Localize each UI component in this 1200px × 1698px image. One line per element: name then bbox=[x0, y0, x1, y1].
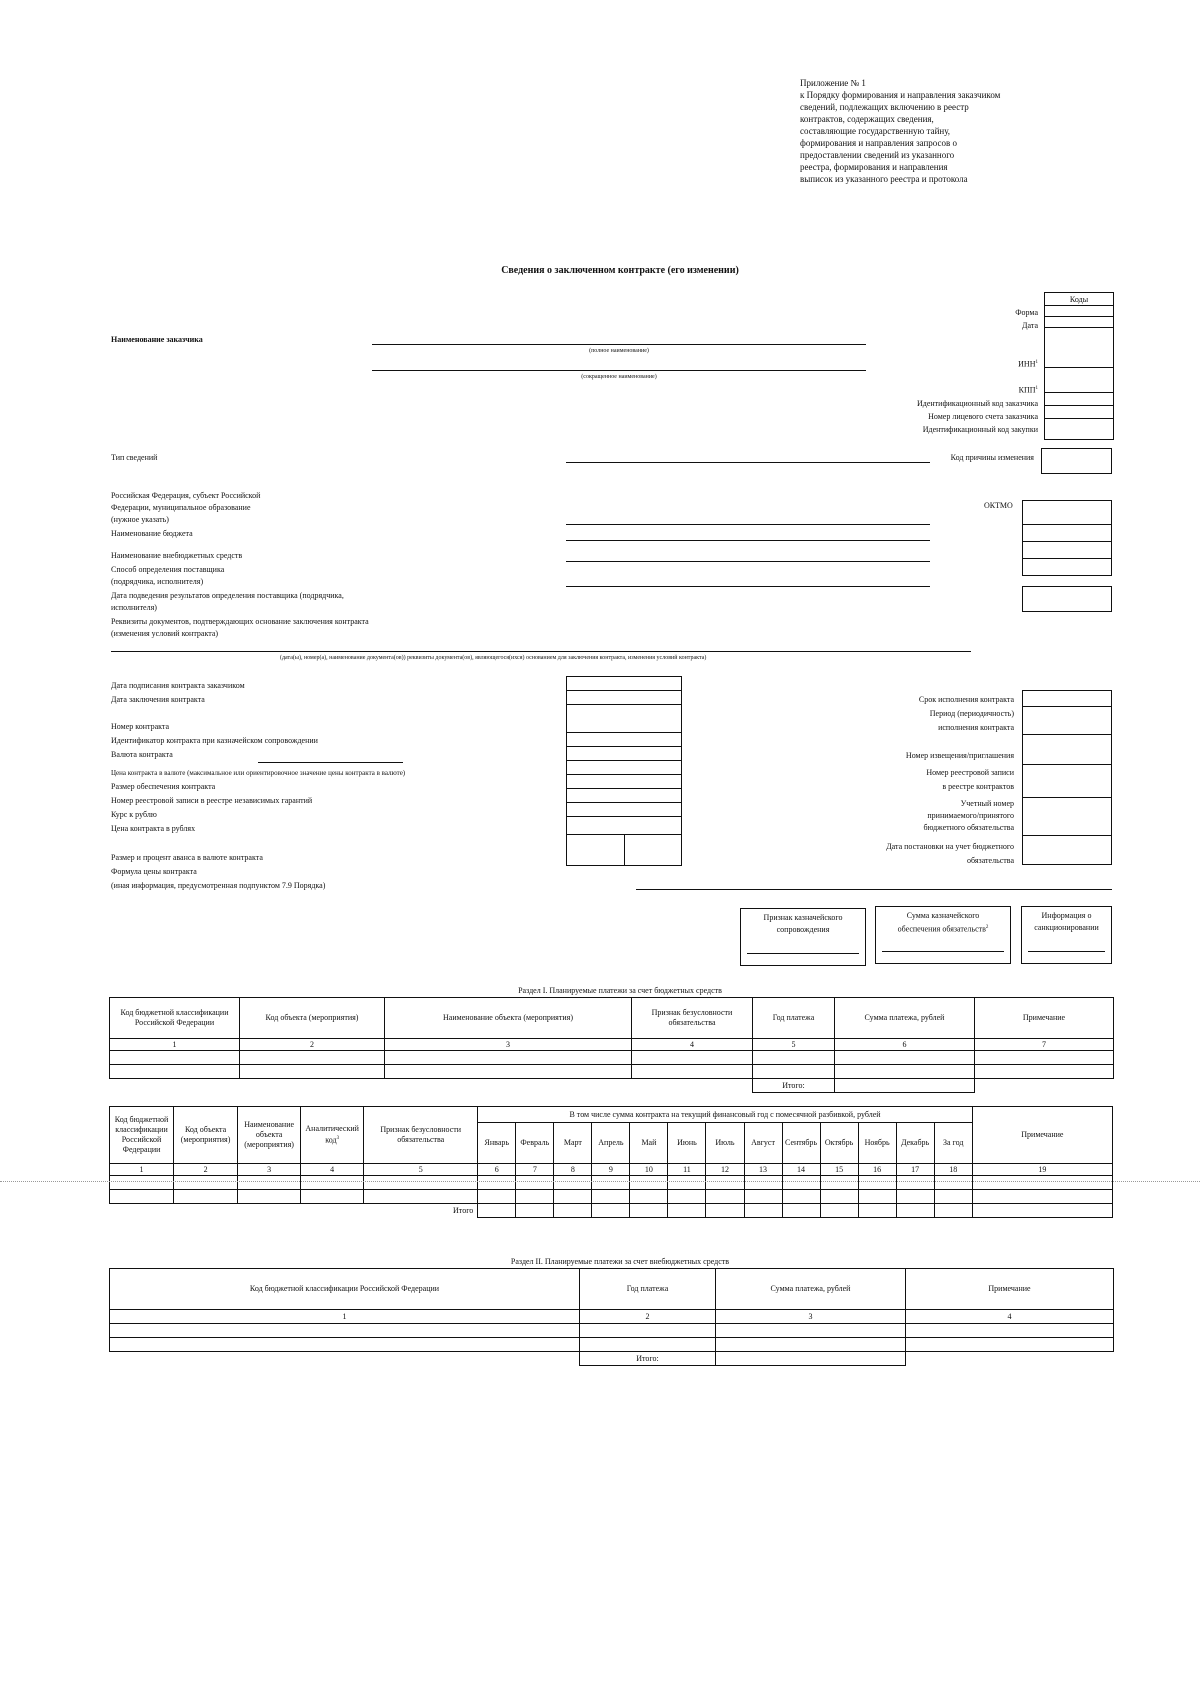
s1-total-label: Итого: bbox=[753, 1079, 835, 1093]
price-formula-label: Формула цены контракта bbox=[111, 867, 197, 876]
m-month: За год bbox=[934, 1123, 972, 1164]
m-month: Апрель bbox=[592, 1123, 630, 1164]
table-cell[interactable] bbox=[668, 1176, 706, 1190]
table-cell[interactable] bbox=[753, 1051, 835, 1065]
table-cell[interactable] bbox=[753, 1065, 835, 1079]
m-num: 14 bbox=[782, 1164, 820, 1176]
table-cell[interactable] bbox=[716, 1338, 906, 1352]
m-month: Февраль bbox=[516, 1123, 554, 1164]
results-date-label-1: Дата подведения результатов определения поставщика (подрядчика, bbox=[111, 591, 344, 600]
extra-budget-label: Наименование внебюджетных средств bbox=[111, 551, 243, 560]
m-num: 13 bbox=[744, 1164, 782, 1176]
full-name-caption: (полное наименование) bbox=[589, 348, 649, 354]
oktmo-box[interactable] bbox=[1022, 500, 1112, 576]
advance-label: Размер и процент аванса в валюте контракта bbox=[111, 853, 263, 862]
acct-label-3: бюджетного обязательства bbox=[923, 823, 1014, 832]
table-cell[interactable] bbox=[972, 1190, 1112, 1204]
extra-budget-line[interactable] bbox=[566, 561, 930, 562]
reg-date-label-1: Дата постановки на учет бюджетного bbox=[886, 842, 1014, 851]
reg-date-cell[interactable] bbox=[1023, 836, 1111, 864]
notice-cell[interactable] bbox=[1023, 735, 1111, 765]
m-num: 1 bbox=[110, 1164, 174, 1176]
table-cell[interactable] bbox=[238, 1190, 301, 1204]
m-num: 4 bbox=[301, 1164, 364, 1176]
oktmo-cell[interactable] bbox=[1023, 542, 1111, 559]
price-rub-cell[interactable] bbox=[567, 817, 681, 831]
code-form-cell[interactable] bbox=[1045, 306, 1113, 317]
appendix-line: к Порядку формирования и направления заказчиком bbox=[800, 90, 1001, 100]
rate-label: Курс к рублю bbox=[111, 810, 157, 819]
period-label-1: Период (периодичность) bbox=[929, 709, 1014, 718]
treasury-sum-title-1: Сумма казначейского bbox=[906, 911, 980, 920]
sanction-box bbox=[1021, 906, 1112, 964]
doc-details-label-1: Реквизиты документов, подтверждающих основание заключения контракта bbox=[111, 617, 369, 626]
contract-number-label: Номер контракта bbox=[111, 722, 170, 731]
table-cell[interactable] bbox=[516, 1176, 554, 1190]
m-num: 16 bbox=[858, 1164, 896, 1176]
s2-total-label: Итого: bbox=[580, 1352, 716, 1366]
table-cell[interactable] bbox=[554, 1176, 592, 1190]
table-cell[interactable] bbox=[972, 1176, 1112, 1190]
change-reason-box[interactable] bbox=[1041, 448, 1112, 474]
table-cell[interactable] bbox=[174, 1190, 238, 1204]
table-row bbox=[110, 1338, 1114, 1352]
m-h-group: В том числе сумма контракта на текущий финансовый год с помесячной разбивкой, рублей bbox=[478, 1107, 972, 1123]
advance-box bbox=[566, 834, 682, 866]
rf-subject-label-2: Федерации, муниципальное образование bbox=[111, 503, 251, 512]
customer-id-label: Идентификационный код заказчика bbox=[917, 399, 1038, 408]
table-cell[interactable] bbox=[385, 1051, 632, 1065]
sanction-title-1: Информация о bbox=[1041, 911, 1092, 920]
table-cell[interactable] bbox=[668, 1190, 706, 1204]
doc-details-caption: (дата(ы), номер(а), наименование документа(ов)) реквизиты документа(ов), являющегося(ихся) основанием для заключения контракта, изменения условий контракта) bbox=[280, 655, 707, 661]
table-cell[interactable] bbox=[972, 1204, 1112, 1218]
table-cell[interactable] bbox=[835, 1065, 975, 1079]
s1-h-unconditional: Признак безусловности обязательства bbox=[632, 998, 753, 1039]
section2-total-row bbox=[110, 1352, 1114, 1366]
registry-cell[interactable] bbox=[1023, 765, 1111, 798]
other-info-label: (иная информация, предусмотренная подпунктом 7.9 Порядка) bbox=[111, 881, 326, 890]
table-cell[interactable] bbox=[554, 1204, 592, 1218]
table-cell[interactable] bbox=[858, 1190, 896, 1204]
table-cell[interactable] bbox=[630, 1204, 668, 1218]
doc-details-label-2: (изменения условий контракта) bbox=[111, 629, 219, 638]
table-cell[interactable] bbox=[706, 1176, 744, 1190]
table-cell[interactable] bbox=[835, 1051, 975, 1065]
acct-cell[interactable] bbox=[1023, 798, 1111, 836]
table-cell[interactable] bbox=[782, 1190, 820, 1204]
rf-subject-line[interactable] bbox=[566, 524, 930, 525]
security-size-cell[interactable] bbox=[567, 775, 681, 789]
table-cell[interactable] bbox=[301, 1190, 364, 1204]
s2-num: 1 bbox=[110, 1310, 580, 1324]
oktmo-label: ОКТМО bbox=[984, 501, 1013, 510]
table-cell[interactable] bbox=[706, 1204, 744, 1218]
m-h-object-name: Наименование объекта (мероприятия) bbox=[238, 1107, 301, 1164]
section1-header-row bbox=[110, 998, 1114, 1039]
table-cell[interactable] bbox=[896, 1190, 934, 1204]
s2-h-kbk: Код бюджетной классификации Российской Федерации bbox=[110, 1269, 580, 1310]
m-num: 11 bbox=[668, 1164, 706, 1176]
sanction-line[interactable] bbox=[1028, 951, 1105, 952]
rf-subject-label-1: Российская Федерация, субъект Российской bbox=[111, 491, 261, 500]
table-row bbox=[110, 1065, 1114, 1079]
table-cell[interactable] bbox=[364, 1176, 478, 1190]
table-cell[interactable] bbox=[364, 1190, 478, 1204]
table-cell[interactable] bbox=[478, 1176, 516, 1190]
treasury-sign-title-1: Признак казначейского bbox=[763, 913, 843, 922]
page-title: Сведения о заключенном контракте (его изменении) bbox=[501, 265, 739, 276]
security-size-label: Размер обеспечения контракта bbox=[111, 782, 216, 791]
customer-name-label: Наименование заказчика bbox=[111, 335, 203, 344]
full-name-line[interactable] bbox=[372, 344, 866, 345]
table-cell[interactable] bbox=[632, 1065, 753, 1079]
table-cell[interactable] bbox=[858, 1204, 896, 1218]
table-row bbox=[110, 1176, 1113, 1190]
m-num: 6 bbox=[478, 1164, 516, 1176]
monthly-table bbox=[109, 1106, 1113, 1218]
oktmo-cell[interactable] bbox=[1023, 559, 1111, 575]
m-h-analytic-text: Аналитический код bbox=[305, 1124, 359, 1145]
kpp-label bbox=[900, 383, 1038, 397]
table-cell[interactable] bbox=[934, 1190, 972, 1204]
table-cell[interactable] bbox=[896, 1204, 934, 1218]
treasury-sign-line[interactable] bbox=[747, 953, 859, 954]
inn-sup: 1 bbox=[1035, 360, 1038, 365]
m-h-analytic-sup: 3 bbox=[336, 1136, 340, 1142]
table-cell[interactable] bbox=[580, 1338, 716, 1352]
m-num: 8 bbox=[554, 1164, 592, 1176]
section1-table bbox=[109, 997, 1114, 1093]
table-cell[interactable] bbox=[820, 1204, 858, 1218]
table-cell[interactable] bbox=[782, 1204, 820, 1218]
m-num: 15 bbox=[820, 1164, 858, 1176]
s2-h-year: Год платежа bbox=[580, 1269, 716, 1310]
table-cell[interactable] bbox=[516, 1204, 554, 1218]
inn-label bbox=[900, 357, 1038, 371]
table-cell[interactable] bbox=[110, 1176, 174, 1190]
table-cell[interactable] bbox=[385, 1065, 632, 1079]
table-cell[interactable] bbox=[301, 1176, 364, 1190]
supplier-method-line[interactable] bbox=[566, 586, 930, 587]
m-h-object-code: Код объекта (мероприятия) bbox=[174, 1107, 238, 1164]
account-label: Номер лицевого счета заказчика bbox=[928, 412, 1038, 421]
appendix-line: контрактов, содержащих сведения, bbox=[800, 114, 934, 124]
table-cell[interactable] bbox=[630, 1176, 668, 1190]
code-date-cell[interactable] bbox=[1045, 317, 1113, 328]
s1-h-object-name: Наименование объекта (мероприятия) bbox=[385, 998, 632, 1039]
results-date-box[interactable] bbox=[1022, 586, 1112, 612]
table-cell[interactable] bbox=[934, 1204, 972, 1218]
table-cell[interactable] bbox=[782, 1176, 820, 1190]
m-num: 18 bbox=[934, 1164, 972, 1176]
m-h-kbk: Код бюджетной классификации Российской Федерации bbox=[110, 1107, 174, 1164]
s1-num: 2 bbox=[240, 1039, 385, 1051]
m-month: Декабрь bbox=[896, 1123, 934, 1164]
table-cell[interactable] bbox=[906, 1338, 1114, 1352]
s2-num: 4 bbox=[906, 1310, 1114, 1324]
appendix-line: сведений, подлежащих включению в реестр bbox=[800, 102, 969, 112]
s1-h-year: Год платежа bbox=[753, 998, 835, 1039]
codes-column bbox=[1044, 292, 1114, 440]
m-num: 9 bbox=[592, 1164, 630, 1176]
code-purchase-id-cell[interactable] bbox=[1045, 419, 1113, 432]
table-cell[interactable] bbox=[668, 1204, 706, 1218]
oktmo-cell[interactable] bbox=[1023, 525, 1111, 542]
sign-date-cell[interactable] bbox=[567, 677, 681, 691]
table-cell[interactable] bbox=[240, 1065, 385, 1079]
blank-cell bbox=[110, 1352, 580, 1366]
rf-subject-label-3: (нужное указать) bbox=[111, 515, 169, 524]
code-customer-id-cell[interactable] bbox=[1045, 393, 1113, 406]
treasury-sign-title-2: сопровождения bbox=[776, 925, 830, 934]
m-num: 7 bbox=[516, 1164, 554, 1176]
m-num: 3 bbox=[238, 1164, 301, 1176]
scan-artifact-line bbox=[0, 1181, 1200, 1182]
price-currency-cell[interactable] bbox=[567, 761, 681, 775]
kpp-text: КПП bbox=[1018, 385, 1036, 395]
m-num: 5 bbox=[364, 1164, 478, 1176]
m-total-label: Итого bbox=[453, 1205, 474, 1215]
table-cell[interactable] bbox=[975, 1065, 1114, 1079]
table-cell[interactable] bbox=[896, 1176, 934, 1190]
table-cell[interactable] bbox=[110, 1324, 580, 1338]
table-cell[interactable] bbox=[110, 1190, 174, 1204]
short-name-caption: (сокращенное наименование) bbox=[581, 374, 657, 380]
m-month: Октябрь bbox=[820, 1123, 858, 1164]
sanction-title-2: санкционировании bbox=[1034, 923, 1099, 932]
table-cell[interactable] bbox=[820, 1190, 858, 1204]
term-cell[interactable] bbox=[1023, 691, 1111, 707]
sign-date-label: Дата подписания контракта заказчиком bbox=[111, 681, 245, 690]
conclusion-date-label: Дата заключения контракта bbox=[111, 695, 205, 704]
contract-right-boxes bbox=[1022, 690, 1112, 865]
m-num: 10 bbox=[630, 1164, 668, 1176]
section2-title: Раздел II. Планируемые платежи за счет внебюджетных средств bbox=[510, 1257, 730, 1266]
s2-num: 2 bbox=[580, 1310, 716, 1324]
rate-cell[interactable] bbox=[567, 803, 681, 817]
table-row bbox=[110, 1324, 1114, 1338]
table-cell[interactable] bbox=[110, 1065, 240, 1079]
appendix-line: формирования и направления запросов о bbox=[800, 138, 958, 148]
s1-total-value[interactable] bbox=[835, 1079, 975, 1093]
table-cell[interactable] bbox=[744, 1204, 782, 1218]
blank-cell bbox=[975, 1079, 1114, 1093]
code-account-cell[interactable] bbox=[1045, 406, 1113, 419]
m-month: Ноябрь bbox=[858, 1123, 896, 1164]
treasury-sum-sup: 2 bbox=[985, 925, 989, 930]
appendix-line: Приложение № 1 bbox=[800, 78, 866, 88]
code-kpp-cell[interactable] bbox=[1045, 368, 1113, 393]
table-cell[interactable] bbox=[934, 1176, 972, 1190]
s2-num: 3 bbox=[716, 1310, 906, 1324]
period-label-2: исполнения контракта bbox=[938, 723, 1014, 732]
m-h-unconditional: Признак безусловности обязательства bbox=[364, 1107, 478, 1164]
purchase-id-label: Идентификационный код закупки bbox=[922, 425, 1038, 434]
m-num: 2 bbox=[174, 1164, 238, 1176]
table-cell[interactable] bbox=[110, 1338, 580, 1352]
s1-h-sum: Сумма платежа, рублей bbox=[835, 998, 975, 1039]
table-cell[interactable] bbox=[554, 1190, 592, 1204]
guarantee-registry-cell[interactable] bbox=[567, 789, 681, 803]
table-cell[interactable] bbox=[238, 1176, 301, 1190]
s2-h-sum: Сумма платежа, рублей bbox=[716, 1269, 906, 1310]
m-month: Январь bbox=[478, 1123, 516, 1164]
section1-numbers-row bbox=[110, 1039, 1114, 1051]
advance-size-cell[interactable] bbox=[567, 835, 625, 865]
m-num: 19 bbox=[972, 1164, 1112, 1176]
m-month: Июнь bbox=[668, 1123, 706, 1164]
oktmo-cell[interactable] bbox=[1023, 501, 1111, 525]
registry-label-2: в реестре контрактов bbox=[942, 782, 1014, 791]
s1-num: 7 bbox=[975, 1039, 1114, 1051]
table-cell[interactable] bbox=[516, 1190, 554, 1204]
other-info-line[interactable] bbox=[636, 889, 1112, 890]
table-cell[interactable] bbox=[744, 1190, 782, 1204]
currency-cell[interactable] bbox=[567, 747, 681, 761]
supplier-method-label-1: Способ определения поставщика bbox=[111, 565, 225, 574]
appendix-line: составляющие государственную тайну, bbox=[800, 126, 951, 136]
term-label: Срок исполнения контракта bbox=[918, 695, 1014, 704]
table-cell[interactable] bbox=[706, 1190, 744, 1204]
m-month: Июль bbox=[706, 1123, 744, 1164]
period-cell[interactable] bbox=[1023, 707, 1111, 735]
blank-cell bbox=[385, 1079, 632, 1093]
m-month: Май bbox=[630, 1123, 668, 1164]
doc-details-line[interactable] bbox=[111, 651, 971, 652]
table-cell[interactable] bbox=[858, 1176, 896, 1190]
inn-text: ИНН bbox=[1018, 359, 1036, 369]
table-cell[interactable] bbox=[632, 1051, 753, 1065]
appendix-line: выписок из указанного реестра и протокола bbox=[800, 174, 968, 184]
table-cell[interactable] bbox=[592, 1204, 630, 1218]
s2-h-note: Примечание bbox=[906, 1269, 1114, 1310]
table-cell[interactable] bbox=[110, 1051, 240, 1065]
treasury-sum-title-2 bbox=[876, 922, 1010, 936]
table-cell[interactable] bbox=[906, 1324, 1114, 1338]
table-cell[interactable] bbox=[975, 1051, 1114, 1065]
s1-num: 1 bbox=[110, 1039, 240, 1051]
conclusion-date-cell[interactable] bbox=[567, 691, 681, 705]
table-cell[interactable] bbox=[580, 1324, 716, 1338]
notice-label: Номер извещения/приглашения bbox=[905, 751, 1014, 760]
table-cell[interactable] bbox=[240, 1051, 385, 1065]
table-cell[interactable] bbox=[592, 1176, 630, 1190]
treasury-id-label: Идентификатор контракта при казначейском сопровождении bbox=[111, 736, 318, 745]
s2-total-value[interactable] bbox=[716, 1352, 906, 1366]
budget-name-line[interactable] bbox=[566, 540, 930, 541]
treasury-sum-box bbox=[875, 906, 1011, 964]
monthly-numbers-row bbox=[110, 1164, 1113, 1176]
results-date-label-2: исполнителя) bbox=[111, 603, 157, 612]
treasury-sum-title-text: обеспечения обязательств bbox=[897, 924, 986, 934]
short-name-line[interactable] bbox=[372, 370, 866, 371]
table-row bbox=[110, 1190, 1113, 1204]
blank-cell bbox=[240, 1079, 385, 1093]
table-cell[interactable] bbox=[630, 1190, 668, 1204]
m-month: Март bbox=[554, 1123, 592, 1164]
date-label: Дата bbox=[1022, 321, 1038, 330]
table-cell[interactable] bbox=[744, 1176, 782, 1190]
form-label: Форма bbox=[1015, 308, 1038, 317]
appendix-line: реестра, формирования и направления bbox=[800, 162, 948, 172]
currency-label: Валюта контракта bbox=[111, 750, 173, 759]
code-inn-cell[interactable] bbox=[1045, 328, 1113, 368]
kpp-sup: 1 bbox=[1035, 386, 1038, 391]
s1-h-kbk: Код бюджетной классификации Российской Федерации bbox=[110, 998, 240, 1039]
treasury-sum-line[interactable] bbox=[882, 951, 1004, 952]
m-h-analytic bbox=[301, 1107, 364, 1164]
table-cell[interactable] bbox=[820, 1176, 858, 1190]
advance-percent-cell[interactable] bbox=[625, 835, 681, 865]
monthly-group-row bbox=[110, 1107, 1113, 1123]
table-row bbox=[110, 1051, 1114, 1065]
table-cell[interactable] bbox=[478, 1190, 516, 1204]
reg-date-label-2: обязательства bbox=[966, 856, 1014, 865]
budget-name-label: Наименование бюджета bbox=[111, 529, 193, 538]
section2-numbers-row bbox=[110, 1310, 1114, 1324]
m-month: Август bbox=[744, 1123, 782, 1164]
s1-num: 4 bbox=[632, 1039, 753, 1051]
change-reason-label: Код причины изменения bbox=[950, 453, 1034, 462]
price-rub-label: Цена контракта в рублях bbox=[111, 824, 196, 833]
appendix-line: предоставлении сведений из указанного bbox=[800, 150, 955, 160]
monthly-total-row bbox=[110, 1204, 1113, 1218]
contract-number-cell[interactable] bbox=[567, 705, 681, 733]
m-month: Сентябрь bbox=[782, 1123, 820, 1164]
s1-num: 5 bbox=[753, 1039, 835, 1051]
blank-cell bbox=[632, 1079, 753, 1093]
appendix-block bbox=[800, 77, 1080, 185]
contract-left-boxes bbox=[566, 676, 682, 835]
guarantee-registry-label: Номер реестровой записи в реестре независимых гарантий bbox=[111, 796, 313, 805]
currency-line[interactable] bbox=[258, 762, 403, 763]
s1-num: 3 bbox=[385, 1039, 632, 1051]
m-h-note: Примечание bbox=[972, 1107, 1112, 1164]
info-type-label: Тип сведений bbox=[111, 453, 158, 462]
s1-h-note: Примечание bbox=[975, 998, 1114, 1039]
treasury-sign-box bbox=[740, 908, 866, 966]
blank-cell bbox=[906, 1352, 1114, 1366]
section1-title: Раздел I. Планируемые платежи за счет бюджетных средств bbox=[518, 986, 722, 995]
acct-label-2: принимаемого/принятого bbox=[927, 811, 1014, 820]
table-cell[interactable] bbox=[716, 1324, 906, 1338]
blank-cell bbox=[110, 1079, 240, 1093]
supplier-method-label-2: (подрядчика, исполнителя) bbox=[111, 577, 204, 586]
table-cell[interactable] bbox=[592, 1190, 630, 1204]
section2-header-row bbox=[110, 1269, 1114, 1310]
price-currency-label: Цена контракта в валюте (максимальное или ориентировочное значение цены контракта в валюте) bbox=[111, 769, 406, 777]
registry-label-1: Номер реестровой записи bbox=[926, 768, 1014, 777]
table-cell[interactable] bbox=[478, 1204, 516, 1218]
m-num: 12 bbox=[706, 1164, 744, 1176]
table-cell[interactable] bbox=[174, 1176, 238, 1190]
m-num: 17 bbox=[896, 1164, 934, 1176]
section1-total-row bbox=[110, 1079, 1114, 1093]
codes-header: Коды bbox=[1045, 293, 1113, 306]
treasury-id-cell[interactable] bbox=[567, 733, 681, 747]
s1-h-object-code: Код объекта (мероприятия) bbox=[240, 998, 385, 1039]
s1-num: 6 bbox=[835, 1039, 975, 1051]
acct-label-1: Учетный номер bbox=[960, 799, 1014, 808]
section2-table bbox=[109, 1268, 1114, 1366]
